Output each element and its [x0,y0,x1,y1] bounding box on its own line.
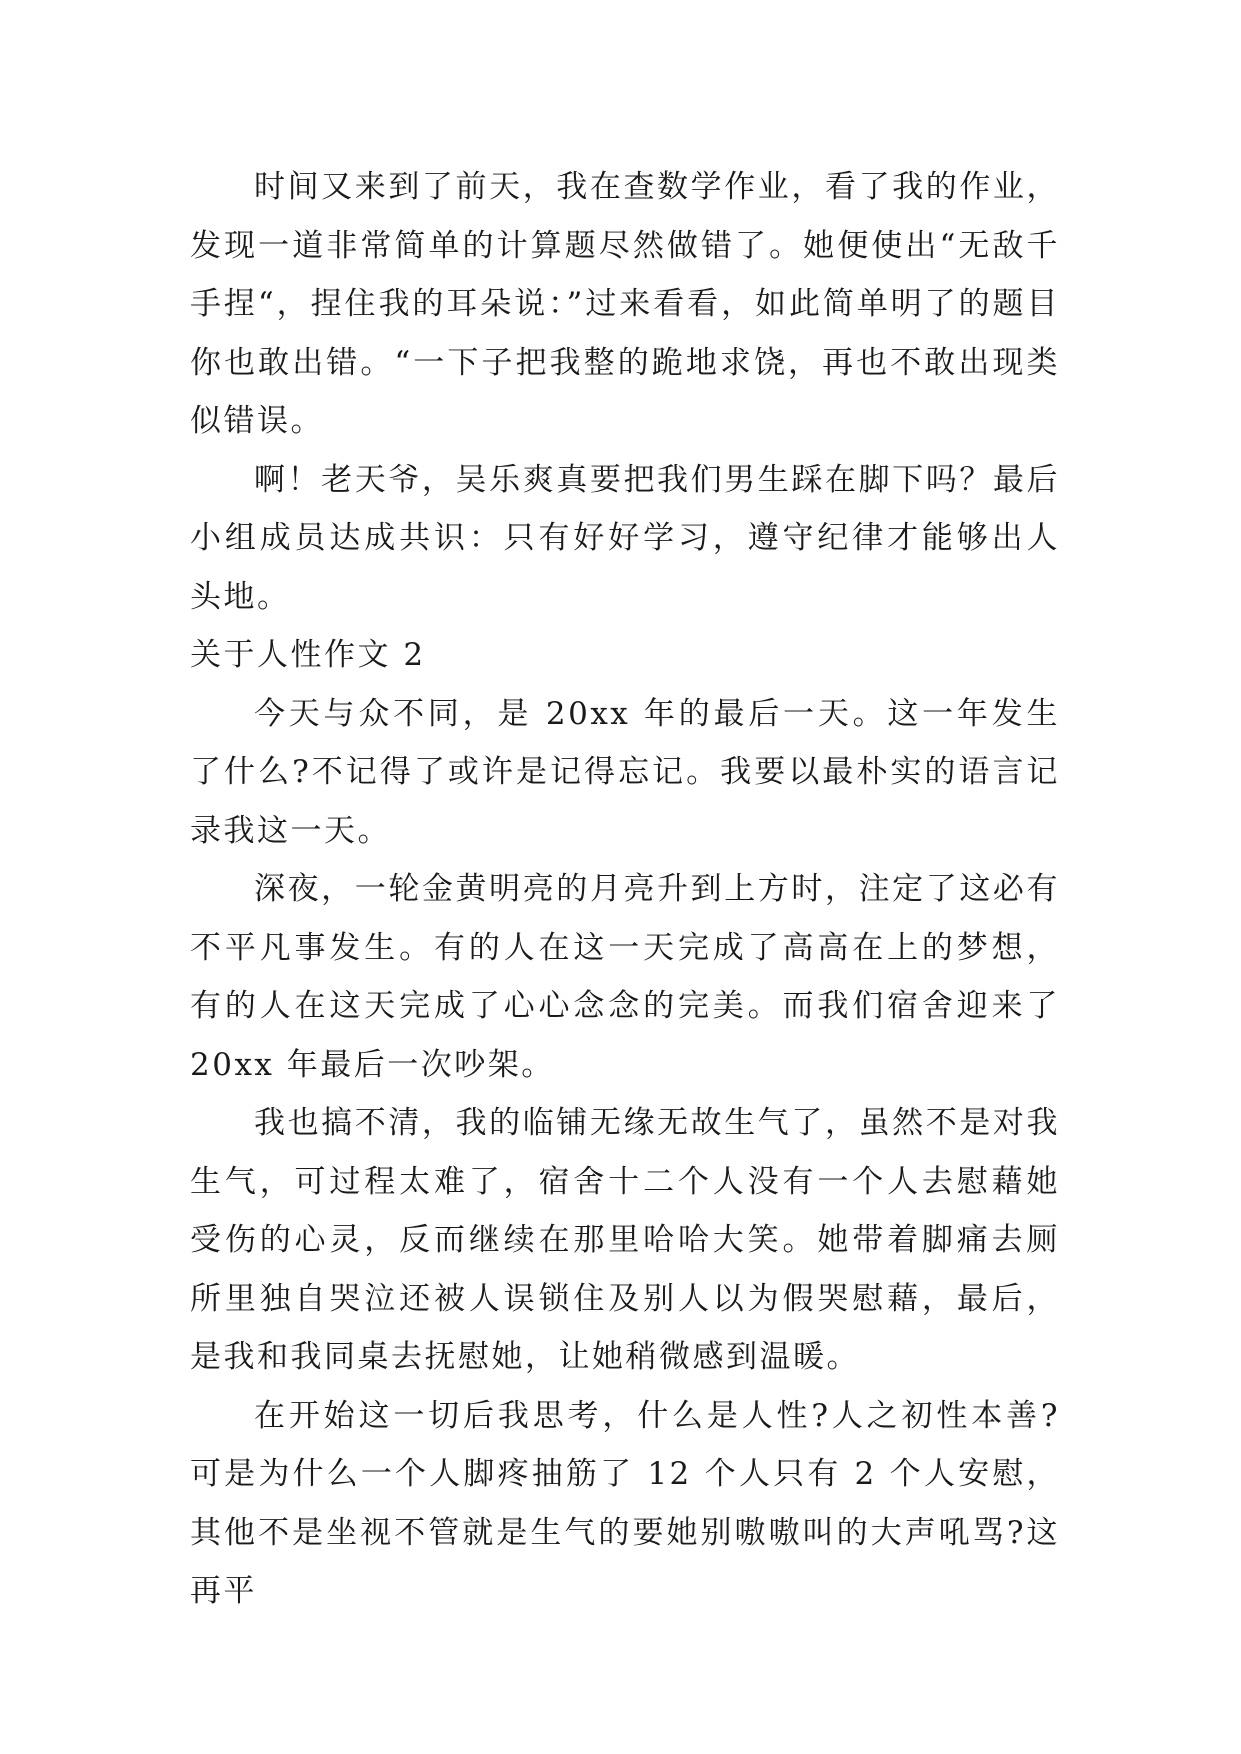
document-body [190,158,1060,1621]
paragraph-6: 在开始这一切后我思考，什么是人性?人之初性本善?可是为什么一个人脚疼抽筋了 12 个人只有 2 个人安慰，其他不是坐视不管就是生气的要她别嗷嗷叫的大声吼骂?这再平 [190,1397,1060,1609]
paragraph-5: 我也搞不清，我的临铺无缘无故生气了，虽然不是对我生气，可过程太难了，宿舍十二个人没有一个人去慰藉她受伤的心灵，反而继续在那里哈哈大笑。她带着脚痛去厕所里独自哭泣还被人误锁住及别人以为假哭慰藉，最后，是我和我同桌去抚慰她，让她稍微感到温暖。 [190,1105,1060,1375]
section-heading: 关于人性作文 2 [190,637,426,673]
paragraph-3: 今天与众不同，是 20xx 年的最后一天。这一年发生了什么?不记得了或许是记得忘记。我要以最朴实的语言记录我这一天。 [190,695,1060,849]
paragraph-2: 啊！老天爷，吴乐爽真要把我们男生踩在脚下吗？最后小组成员达成共识：只有好好学习，遵守纪律才能够出人头地。 [190,461,1060,615]
paragraph-4: 深夜，一轮金黄明亮的月亮升到上方时，注定了这必有不平凡事发生。有的人在这一天完成了高高在上的梦想，有的人在这天完成了心心念念的完美。而我们宿舍迎来了 20xx 年最后一次吵架。 [190,871,1060,1083]
paragraph-1: 时间又来到了前天，我在查数学作业，看了我的作业，发现一道非常简单的计算题尽然做错了。她便使出“无敌千手捏“，捏住我的耳朵说：”过来看看，如此简单明了的题目你也敢出错。“一下子把我整的跪地求饶，再也不敢出现类似错误。 [190,169,1060,439]
